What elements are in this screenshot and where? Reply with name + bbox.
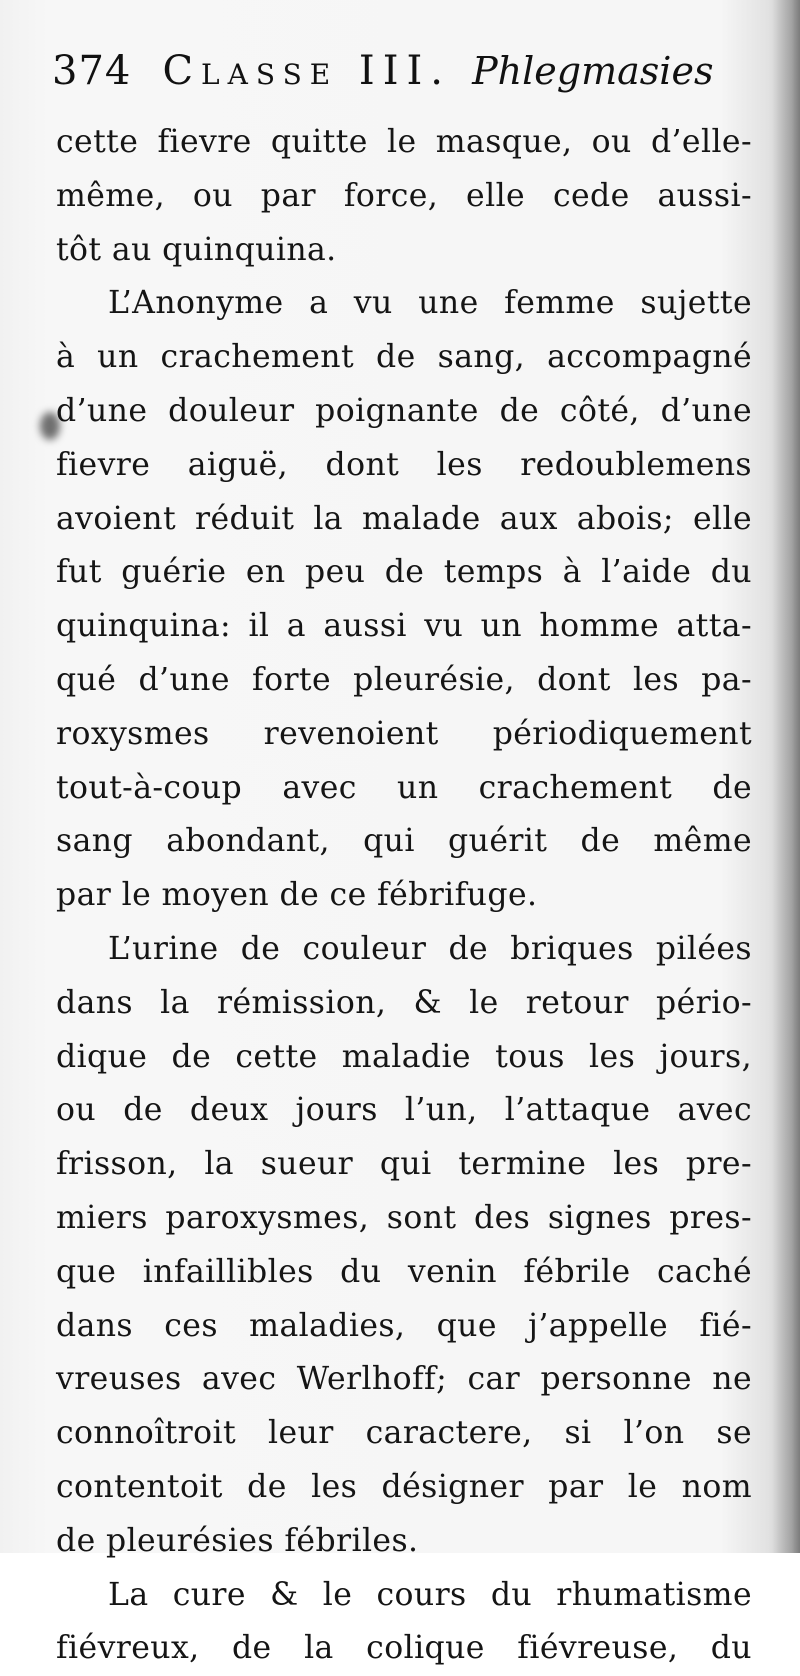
page-number: 374 bbox=[52, 48, 132, 94]
text-line: fievre aiguë, dont les redoublemens bbox=[56, 446, 752, 483]
text-line: par le moyen de ce fébrifuge. bbox=[56, 877, 538, 914]
text-line: cette fievre quitte le masque, ou d’elle- bbox=[56, 124, 752, 160]
text-line: de pleurésies fébriles. bbox=[56, 1522, 419, 1559]
text-line: qué d’une forte pleurésie, dont les pa- bbox=[56, 661, 752, 698]
text-line: dans ces maladies, que j’appelle fié- bbox=[56, 1307, 752, 1344]
text-line: sang abondant, qui guérit de même bbox=[56, 823, 752, 860]
text-line: vreuses avec Werlhoff; car personne ne bbox=[56, 1361, 752, 1398]
text-line: que infaillibles du venin fébrile caché bbox=[56, 1253, 752, 1290]
text-line: miers paroxysmes, sont des signes pres- bbox=[56, 1199, 752, 1236]
text-line: L’urine de couleur de briques pilées bbox=[108, 930, 752, 967]
text-line: tôt au quinquina. bbox=[56, 231, 337, 268]
text-line: dique de cette maladie tous les jours, bbox=[56, 1038, 752, 1075]
text-line: frisson, la sueur qui termine les pre- bbox=[56, 1146, 752, 1183]
text-line: quinquina: il a aussi vu un homme atta- bbox=[56, 608, 752, 645]
text-line: La cure & le cours du rhumatisme bbox=[108, 1576, 752, 1613]
text-line: fiévreux, de la colique fiévreuse, du bbox=[56, 1630, 752, 1667]
text-line: tout-à-coup avec un crachement de bbox=[56, 769, 752, 806]
text-line: connoîtroit leur caractere, si l’on se bbox=[56, 1415, 752, 1452]
running-head-classe: Classe III. bbox=[162, 48, 452, 94]
text-line: ou de deux jours l’un, l’attaque avec bbox=[56, 1092, 752, 1129]
body-text bbox=[56, 116, 752, 1676]
text-line: L’Anonyme a vu une femme sujette bbox=[108, 285, 752, 322]
text-line: avoient réduit la malade aux abois; elle bbox=[56, 500, 752, 537]
text-line: à un crachement de sang, accompagné bbox=[56, 339, 752, 376]
text-line: d’une douleur poignante de côté, d’une bbox=[56, 392, 752, 429]
text-line: roxysmes revenoient périodiquement bbox=[56, 715, 752, 752]
text-line: contentoit de les désigner par le nom bbox=[56, 1468, 752, 1505]
text-line: dans la rémission, & le retour pério- bbox=[56, 984, 752, 1021]
running-header bbox=[52, 48, 752, 108]
running-head-section: Phlegmasies bbox=[472, 49, 714, 93]
page-edge-shadow bbox=[772, 0, 800, 1553]
text-line: fut guérie en peu de temps à l’aide du bbox=[56, 554, 752, 591]
text-line: même, ou par force, elle cede aussi- bbox=[56, 177, 752, 214]
